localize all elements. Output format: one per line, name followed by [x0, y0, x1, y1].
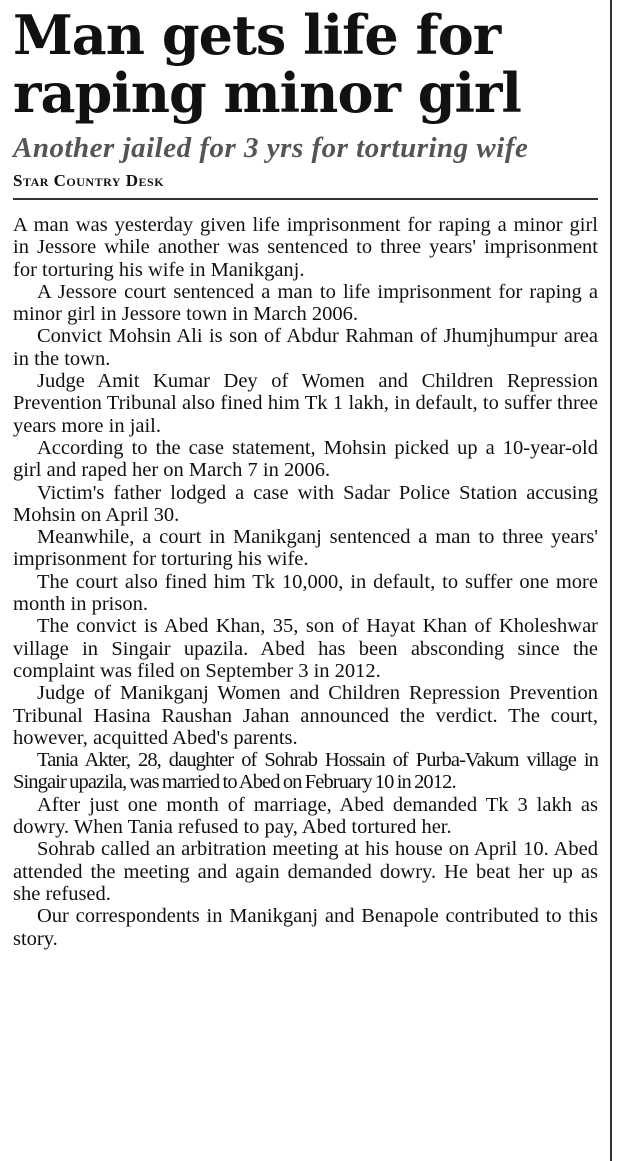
- paragraph: According to the case statement, Mohsin picked up a 10-year-old girl and raped her on March 7 in 2006.: [13, 436, 598, 482]
- paragraph: Convict Mohsin Ali is son of Abdur Rahman of Jhumjhumpur area in the town.: [13, 325, 598, 370]
- paragraph: Our correspondents in Manikganj and Benapole contributed to this story.: [13, 905, 598, 950]
- paragraph: Judge of Manikganj Women and Children Repression Prevention Tribunal Hasina Raushan Jahan announced the verdict. The court, however, acquitted Abed's parents.: [13, 682, 598, 749]
- paragraph: The court also fined him Tk 10,000, in default, to suffer one more month in prison.: [13, 570, 598, 616]
- paragraph: A man was yesterday given life imprisonment for raping a minor girl in Jessore while another was sentenced to three years' imprisonment for torturing his wife in Manikganj.: [13, 214, 598, 281]
- paragraph: Tania Akter, 28, daughter of Sohrab Hossain of Purba-Vakum village in Singair upazila, was married to Abed on February 10 in 2012.: [13, 749, 598, 794]
- paragraph: The convict is Abed Khan, 35, son of Hayat Khan of Kholeshwar village in Singair upazila. Abed has been absconding since the complaint was filed on September 3 in 2012.: [13, 615, 598, 682]
- headline: Man gets life for raping minor girl: [13, 3, 521, 125]
- subheadline: Another jailed for 3 yrs for torturing wife: [13, 132, 529, 164]
- paragraph: A Jessore court sentenced a man to life imprisonment for raping a minor girl in Jessore town in March 2006.: [13, 280, 598, 326]
- column-divider: [610, 0, 612, 1161]
- paragraph: After just one month of marriage, Abed demanded Tk 3 lakh as dowry. When Tania refused to pay, Abed tortured her.: [13, 793, 598, 839]
- paragraph: Victim's father lodged a case with Sadar Police Station accusing Mohsin on April 30.: [13, 481, 598, 526]
- paragraph: Meanwhile, a court in Manikganj sentenced a man to three years' imprisonment for torturing his wife.: [13, 526, 598, 571]
- article-body: [13, 214, 598, 950]
- paragraph: Judge Amit Kumar Dey of Women and Children Repression Prevention Tribunal also fined him Tk 1 lakh, in default, to suffer three years more in jail.: [13, 370, 598, 437]
- byline: Star Country Desk: [13, 170, 598, 200]
- paragraph: Sohrab called an arbitration meeting at his house on April 10. Abed attended the meeting and again demanded dowry. He beat her up as she refused.: [13, 838, 598, 905]
